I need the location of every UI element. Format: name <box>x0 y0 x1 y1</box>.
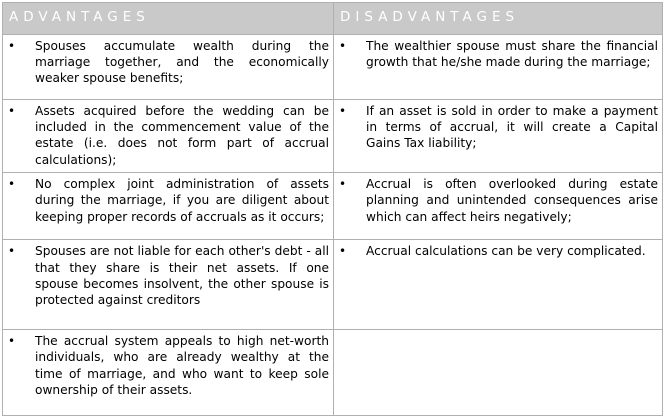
bullet-icon: • <box>8 244 16 259</box>
table-row <box>3 173 663 240</box>
advantage-text: No complex joint administration of assets during the marriage, if you are diligent about keeping proper records of accruals as it occurs; <box>35 177 329 224</box>
advantages-header-label: ADVANTAGES <box>9 9 150 26</box>
table-row <box>3 35 663 100</box>
disadvantage-text: If an asset is sold in order to make a payment in terms of accrual, it will create a Capital Gains Tax liability; <box>366 104 658 151</box>
header-row <box>3 3 663 35</box>
advantage-text: Assets acquired before the wedding can be included in the commencement value of the estate (i.e. does not form part of accrual calculations); <box>35 104 329 167</box>
bullet-icon: • <box>8 334 16 349</box>
table-row <box>3 100 663 173</box>
advantage-cell <box>3 240 334 330</box>
advantage-cell <box>3 35 334 100</box>
bullet-icon: • <box>8 104 16 119</box>
bullet-icon: • <box>339 104 347 119</box>
advantage-text: The accrual system appeals to high net-worth individuals, who are already wealthy at the time of marriage, and who want to keep sole ownership of their assets. <box>35 334 329 397</box>
disadvantage-cell <box>334 240 663 330</box>
disadvantage-text: Accrual is often overlooked during estate planning and unintended consequences arise which can affect heirs negatively; <box>366 177 658 224</box>
bullet-icon: • <box>339 244 347 259</box>
advantage-text: Spouses are not liable for each other's debt - all that they share is their net assets. If one spouse becomes insolvent, the other spouse is protected against creditors <box>35 244 329 307</box>
disadvantage-text: Accrual calculations can be very complicated. <box>366 244 646 259</box>
advantage-cell <box>3 330 334 416</box>
advantages-header <box>3 3 334 35</box>
disadvantage-cell <box>334 35 663 100</box>
bullet-icon: • <box>339 177 347 192</box>
advantage-cell <box>3 173 334 240</box>
advantage-text: Spouses accumulate wealth during the marriage together, and the economically weaker spouse benefits; <box>35 39 329 86</box>
bullet-icon: • <box>8 39 16 53</box>
disadvantage-cell <box>334 173 663 240</box>
advantage-cell <box>3 100 334 173</box>
table-row <box>3 240 663 330</box>
advantages-disadvantages-table <box>2 2 663 416</box>
disadvantage-cell-empty <box>334 330 663 416</box>
bullet-icon: • <box>339 39 347 53</box>
disadvantage-cell <box>334 100 663 173</box>
table-row <box>3 330 663 416</box>
disadvantages-header-label: DISADVANTAGES <box>340 9 520 26</box>
disadvantage-text: The wealthier spouse must share the financial growth that he/she made during the marriage; <box>366 39 658 70</box>
bullet-icon: • <box>8 177 16 192</box>
disadvantages-header <box>334 3 663 35</box>
